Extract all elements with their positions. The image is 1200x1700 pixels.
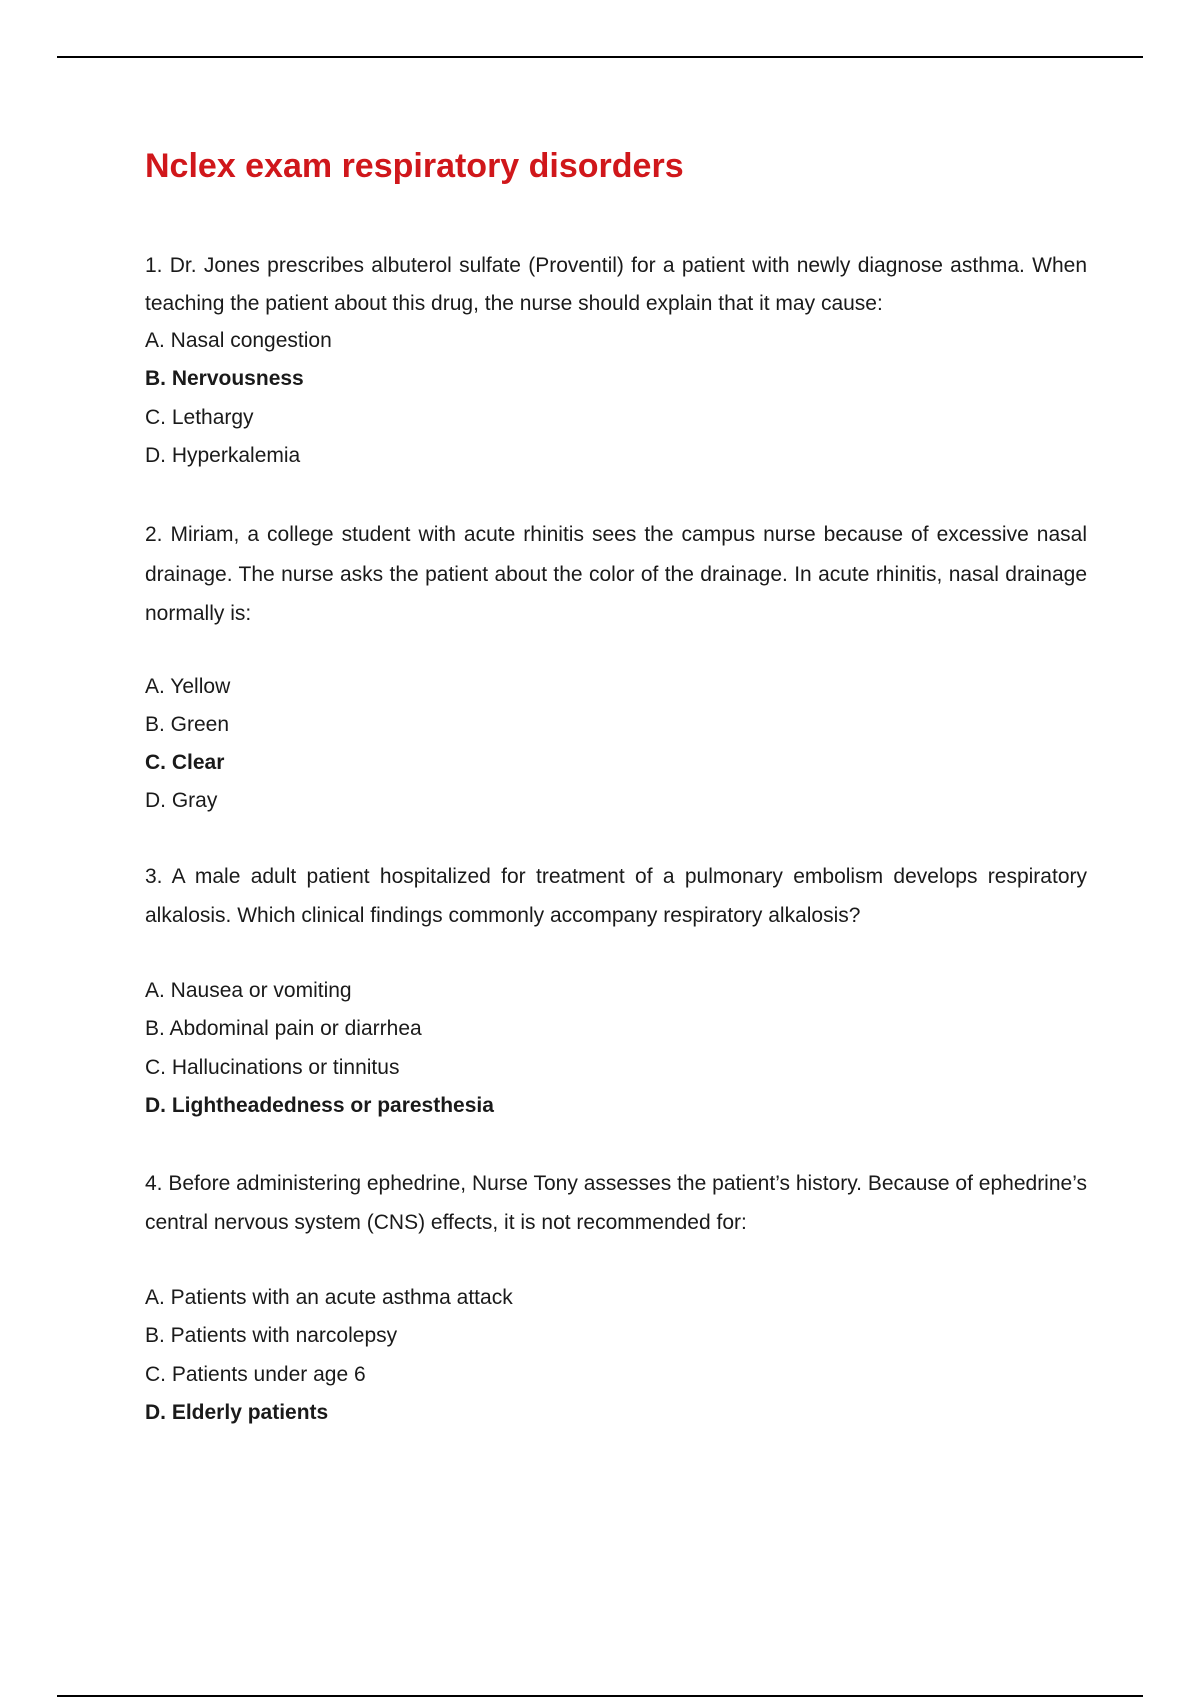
question-4-option-a: A. Patients with an acute asthma attack bbox=[145, 1286, 513, 1309]
question-3-option-a: A. Nausea or vomiting bbox=[145, 979, 352, 1002]
question-2-options bbox=[145, 668, 1087, 821]
question-2-option-a: A. Yellow bbox=[145, 674, 231, 698]
question-2-stem: 2. Miriam, a college student with acute rhinitis sees the campus nurse because of excessive nasal drainage. The nurse asks the patient about the color of the drainage. In acute rhinitis, nasal drainage normally is: bbox=[145, 523, 1087, 625]
document-title: Nclex exam respiratory disorders bbox=[145, 147, 684, 185]
question-3-option-c: C. Hallucinations or tinnitus bbox=[145, 1055, 400, 1079]
question-1-option-d: D. Hyperkalemia bbox=[145, 443, 301, 467]
question-4-options bbox=[145, 1279, 1087, 1432]
question-3 bbox=[145, 858, 1087, 1125]
question-4 bbox=[145, 1165, 1087, 1432]
question-1-stem: 1. Dr. Jones prescribes albuterol sulfate (Proventil) for a patient with newly diagnose asthma. When teaching the patient about this drug, the nurse should explain that it may cause: bbox=[145, 254, 1087, 315]
question-2-option-b: B. Green bbox=[145, 712, 230, 736]
question-2-option-c-correct: C. Clear bbox=[145, 751, 225, 775]
question-1 bbox=[145, 247, 1087, 475]
document-body bbox=[145, 140, 1087, 1424]
question-2 bbox=[145, 515, 1087, 821]
question-1-option-c: C. Lethargy bbox=[145, 405, 254, 429]
question-3-stem: 3. A male adult patient hospitalized for treatment of a pulmonary embolism develops respiratory alkalosis. Which clinical findings commonly accompany respiratory alkalosis? bbox=[145, 865, 1087, 927]
question-3-options bbox=[145, 972, 1087, 1125]
bottom-rule bbox=[57, 1695, 1143, 1697]
top-rule bbox=[57, 56, 1143, 58]
question-2-option-d: D. Gray bbox=[145, 789, 218, 813]
question-4-option-d-correct: D. Elderly patients bbox=[145, 1400, 329, 1424]
question-1-option-a: A. Nasal congestion bbox=[145, 329, 332, 352]
question-4-option-c: C. Patients under age 6 bbox=[145, 1362, 366, 1386]
question-1-option-b-correct: B. Nervousness bbox=[145, 367, 304, 391]
question-3-option-d-correct: D. Lightheadedness or paresthesia bbox=[145, 1093, 494, 1117]
question-4-option-b: B. Patients with narcolepsy bbox=[145, 1324, 398, 1348]
question-1-options bbox=[145, 322, 1087, 475]
question-3-option-b: B. Abdominal pain or diarrhea bbox=[145, 1017, 422, 1041]
question-4-stem: 4. Before administering ephedrine, Nurse Tony assesses the patient’s history. Because of ephedrine’s central nervous system (CNS) effects, it is not recommended for: bbox=[145, 1172, 1087, 1234]
